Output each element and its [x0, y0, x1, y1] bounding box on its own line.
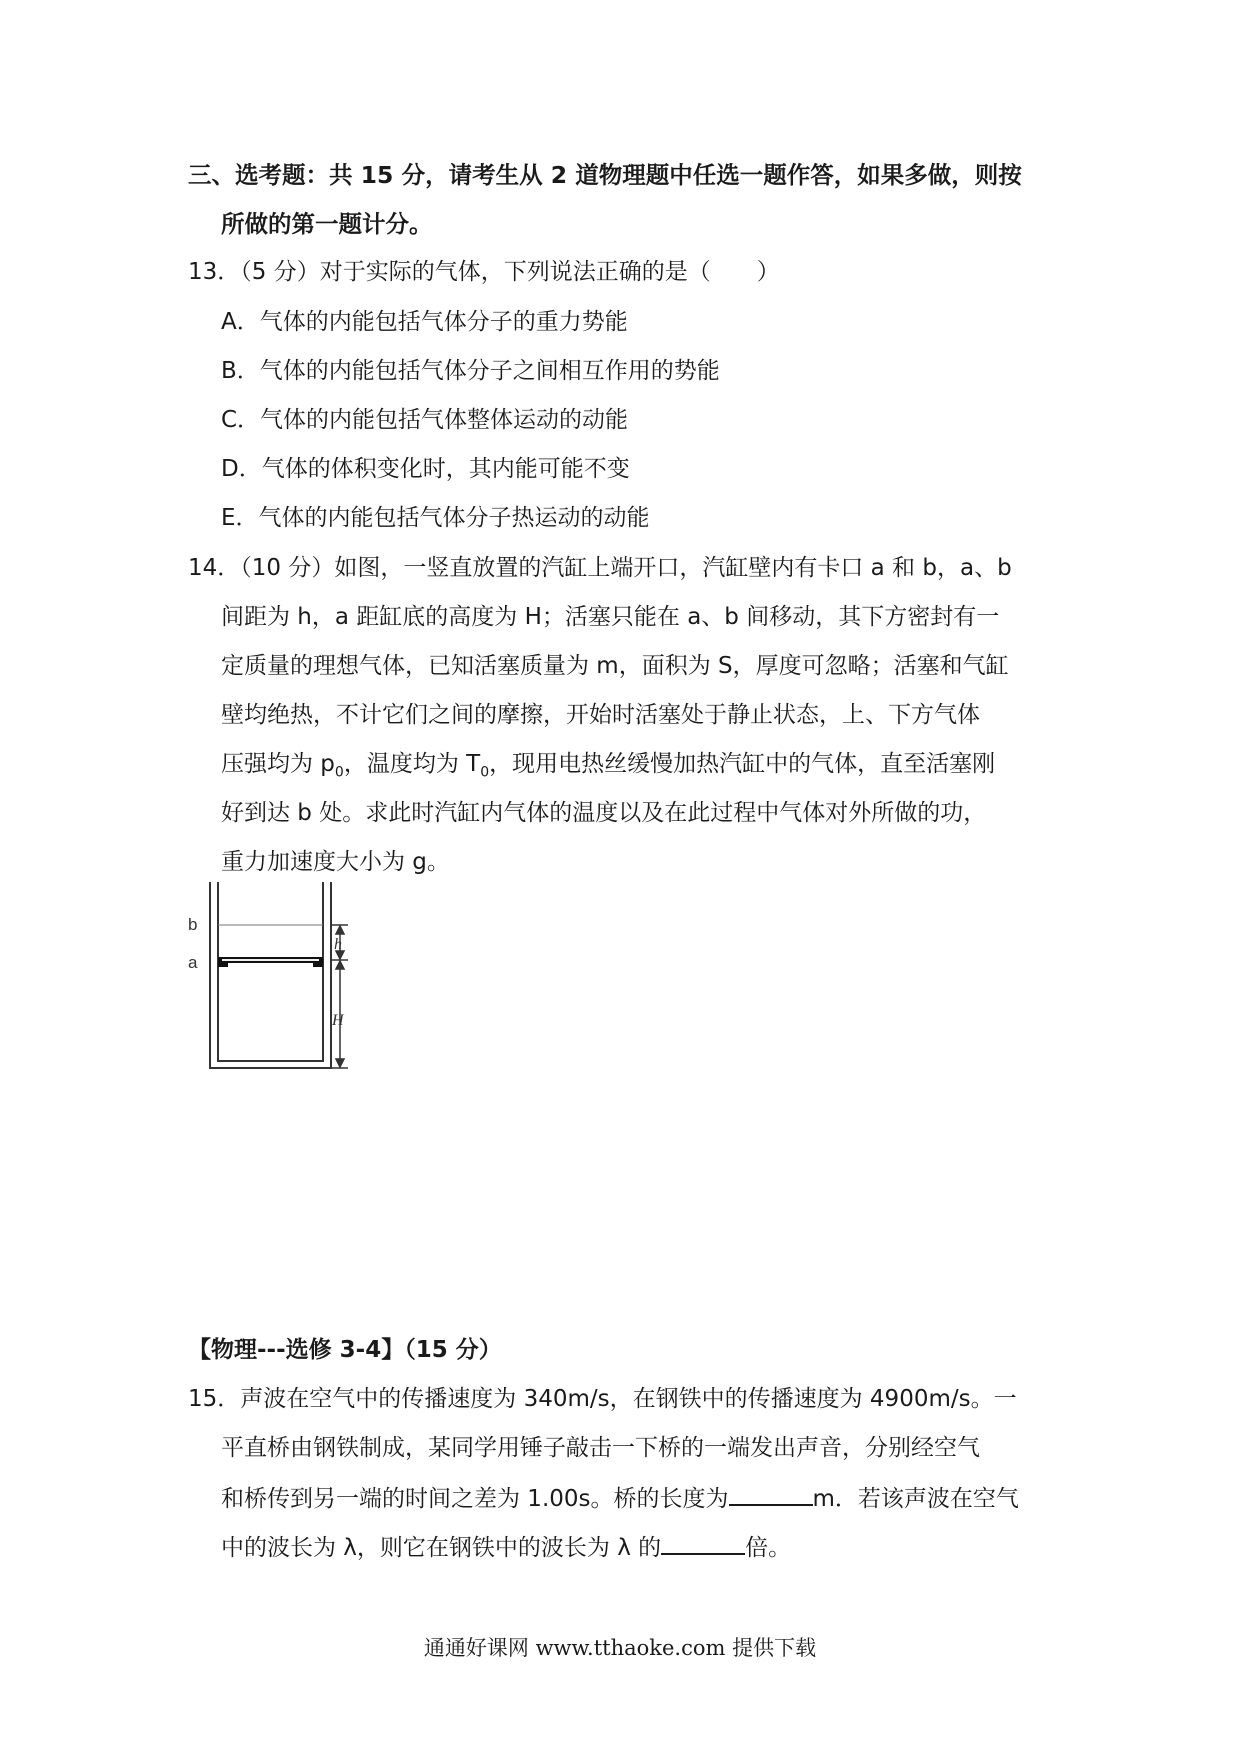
piston — [218, 957, 323, 967]
q15-line1: 15．声波在空气中的传播速度为 340m/s，在钢铁中的传播速度为 4900m/s。一 — [188, 1386, 1017, 1412]
q14-line5-c: ，现用电热丝缓慢加热汽缸中的气体，直至活塞刚 — [489, 751, 996, 777]
label-a: a — [188, 953, 198, 972]
q15-line4 — [221, 1531, 791, 1563]
q13-option-b: B．气体的内能包括气体分子之间相互作用的势能 — [221, 358, 720, 384]
q14-line3: 定质量的理想气体，已知活塞质量为 m，面积为 S，厚度可忽略；活塞和气缸 — [221, 653, 1009, 679]
q14-line5 — [221, 749, 995, 788]
label-H: H — [332, 1012, 344, 1029]
footer-credit: 通通好课网 www.tthaoke.com 提供下载 — [423, 1636, 817, 1660]
q15-line3 — [221, 1482, 1019, 1514]
q13-stem: 13．（5 分）对于实际的气体，下列说法正确的是（ ） — [188, 259, 780, 285]
q15-line4-a: 中的波长为 λ，则它在钢铁中的波长为 λ 的 — [221, 1535, 662, 1561]
elective-header: 【物理---选修 3-4】（15 分） — [188, 1337, 502, 1363]
q13-option-e: E．气体的内能包括气体分子热运动的动能 — [221, 505, 650, 531]
q13-option-d: D．气体的体积变化时，其内能可能不变 — [221, 456, 630, 482]
label-b: b — [188, 915, 198, 934]
cylinder-walls — [210, 882, 331, 1068]
q15-line3-a: 和桥传到另一端的时间之差为 1.00s。桥的长度为 — [221, 1486, 729, 1512]
q15-line3-b: m．若该声波在空气 — [812, 1486, 1019, 1512]
q15-line4-b: 倍。 — [745, 1535, 792, 1561]
q13-option-a: A．气体的内能包括气体分子的重力势能 — [221, 309, 628, 335]
q14-line1: 14．（10 分）如图，一竖直放置的汽缸上端开口，汽缸壁内有卡口 a 和 b，a、b — [188, 555, 1012, 581]
answer-blank-2[interactable] — [661, 1531, 745, 1555]
cylinder-diagram — [188, 882, 378, 1082]
q14-line5-b: ，温度均为 T — [343, 751, 481, 777]
q14-t0-subscript: 0 — [480, 764, 490, 781]
answer-blank-1[interactable] — [729, 1482, 813, 1506]
q14-line6: 好到达 b 处。求此时汽缸内气体的温度以及在此过程中气体对外所做的功， — [221, 800, 987, 826]
section-heading-line2: 所做的第一题计分。 — [221, 210, 433, 238]
q14-line7: 重力加速度大小为 g。 — [221, 849, 450, 875]
q14-p0-subscript: 0 — [334, 764, 344, 781]
q14-line5-a: 压强均为 p — [221, 751, 335, 777]
q14-line2: 间距为 h，a 距缸底的高度为 H；活塞只能在 a、b 间移动，其下方密封有一 — [221, 604, 1000, 630]
label-h: h — [334, 936, 342, 953]
section-heading-line1: 三、选考题：共 15 分，请考生从 2 道物理题中任选一题作答，如果多做，则按 — [188, 161, 1022, 189]
q15-line2: 平直桥由钢铁制成，某同学用锤子敲击一下桥的一端发出声音，分别经空气 — [221, 1435, 980, 1461]
q13-option-c: C．气体的内能包括气体整体运动的动能 — [221, 407, 629, 433]
q14-line4: 壁均绝热，不计它们之间的摩擦，开始时活塞处于静止状态，上、下方气体 — [221, 702, 980, 728]
